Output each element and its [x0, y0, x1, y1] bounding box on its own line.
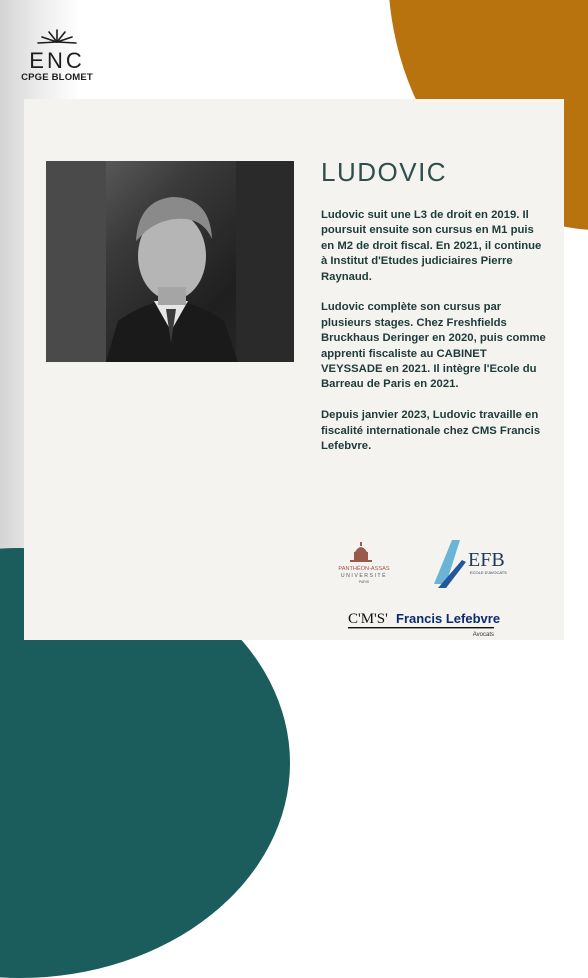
svg-text:ENC: ENC: [29, 48, 85, 72]
svg-text:EFB: EFB: [468, 549, 505, 571]
svg-text:PANTHÉON-ASSAS: PANTHÉON-ASSAS: [338, 566, 390, 572]
bio-paragraph-3: Depuis janvier 2023, Ludovic travaille en fiscalité internationale chez CMS Francis Lefebvre.: [321, 409, 541, 453]
profile-name: LUDOVIC: [321, 157, 448, 187]
enc-logo: [18, 28, 96, 86]
svg-text:UNIVERSITÉ: UNIVERSITÉ: [340, 573, 388, 579]
svg-text:PARIS: PARIS: [358, 580, 370, 584]
pantheon-assas-logo: [328, 540, 400, 588]
bio-paragraph-2: Ludovic complète son cursus par plusieurs stages. Chez Freshfields Bruckhaus Deringer en 2020, puis comme apprenti fiscaliste au CABINET VEYSSADE en 2021. Il intègre l'Ecole du Barreau de Paris en 2021.: [321, 301, 546, 391]
efb-logo: [432, 538, 532, 590]
enc-sun-icon: [24, 28, 90, 72]
profile-bio: [321, 208, 547, 470]
profile-photo: [46, 161, 294, 362]
svg-text:Francis Lefebvre: Francis Lefebvre: [396, 611, 501, 626]
svg-text:C'M'S': C'M'S': [348, 611, 388, 627]
cms-francis-lefebvre-logo: [344, 607, 504, 639]
logo-caption: CPGE BLOMET: [21, 72, 93, 83]
svg-text:Avocats: Avocats: [472, 632, 494, 638]
bio-paragraph-1: Ludovic suit une L3 de droit en 2019. Il poursuit ensuite son cursus en M1 puis en M2 de droit fiscal. En 2021, il continue à Institut d'Etudes judiciaires Pierre Raynaud.: [321, 209, 542, 283]
svg-text:ECOLE D'AVOCATS: ECOLE D'AVOCATS: [470, 570, 507, 575]
